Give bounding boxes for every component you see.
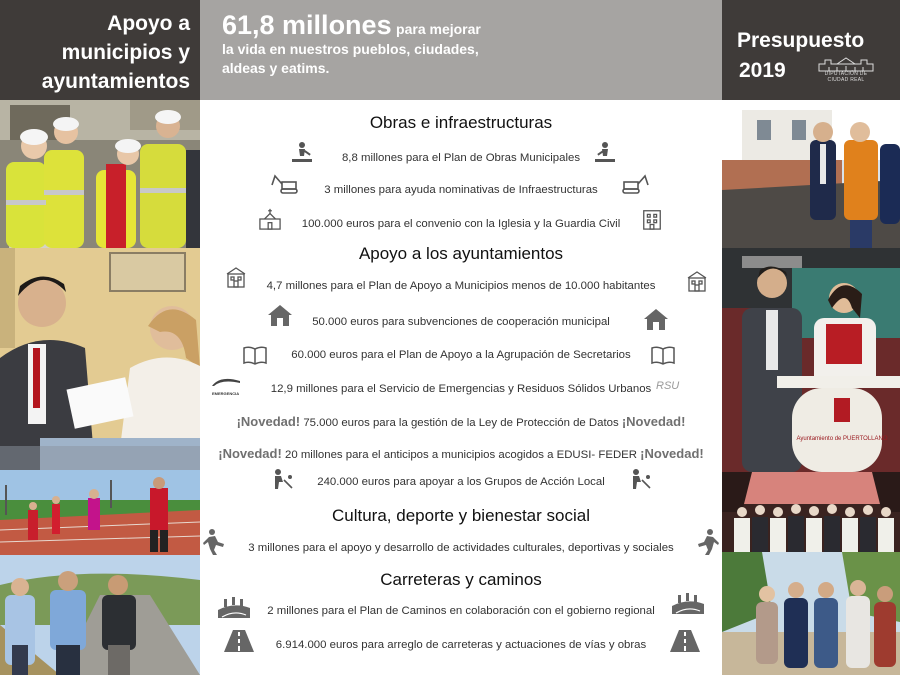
section-title-cultura: Cultura, deporte y bienestar social	[332, 506, 590, 525]
apoyo-item-2: 50.000 euros para subvenciones de cooperación municipal	[312, 316, 610, 328]
section-title-obras: Obras e infraestructuras	[369, 113, 553, 132]
photo-construction-site	[722, 100, 900, 248]
sports-icon	[692, 528, 720, 556]
headline-line-3: aldeas y eatims.	[222, 60, 330, 76]
header-title-block	[0, 0, 200, 100]
obras-item-1: 8,8 millones para el Plan de Obras Municipales	[341, 152, 581, 164]
carreteras-item-1: 2 millones para el Plan de Caminos en colaboración con el gobierno regional	[267, 605, 655, 617]
apoyo-item-6-row	[200, 446, 722, 461]
rsu-logo-text: RSU	[656, 380, 680, 392]
puertollano-banner-text: Ayuntamiento de PUERTOLLANO	[796, 436, 888, 442]
photo-signing-meeting	[0, 248, 200, 470]
budget-label: Presupuesto	[737, 29, 865, 52]
building-logo-icon	[815, 57, 877, 72]
photo-workers-helmets	[0, 100, 200, 248]
apoyo-item-7: 240.000 euros para apoyar a los Grupos de Acción Local	[317, 476, 605, 488]
open-book-icon	[650, 344, 676, 366]
content-column	[200, 100, 722, 675]
photo-group-audience	[722, 472, 900, 552]
logo-line-1: DIPUTACIÓN DE	[824, 71, 868, 77]
novedad-badge: ¡Novedad!	[640, 446, 704, 461]
header-budget-block	[722, 0, 900, 100]
photo-athletics-track	[0, 470, 200, 555]
apoyo-item-1: 4,7 millones para el Plan de Apoyo a Municipios menos de 10.000 habitantes	[266, 280, 656, 292]
budget-year: 2019	[739, 59, 786, 82]
obras-item-3: 100.000 euros para el convenio con la Iglesia y la Guardia Civil	[301, 218, 621, 230]
apoyo-item-5-row	[200, 414, 722, 429]
rsu-logo	[656, 376, 696, 394]
road-icon	[670, 630, 700, 652]
obras-item-2: 3 millones para ayuda nominativas de Infraestructuras	[324, 184, 598, 196]
headline-amount: 61,8 millones	[222, 10, 392, 40]
novedad-badge: ¡Novedad!	[621, 414, 686, 429]
apoyo-item-3: 60.000 euros para el Plan de Apoyo a la Agrupación de Secretarios	[291, 349, 631, 361]
excavator-icon	[620, 173, 650, 195]
carreteras-item-2: 6.914.000 euros para arreglo de carreteras y actuaciones de vías y obras	[275, 639, 647, 651]
novedad-badge: ¡Novedad!	[236, 414, 301, 429]
photo-road-visit	[0, 555, 200, 675]
section-title-apoyo: Apoyo a los ayuntamientos	[358, 244, 564, 263]
photo-agreement-signing	[722, 248, 900, 472]
novedad-badge: ¡Novedad!	[218, 446, 282, 461]
section-title-carreteras: Carreteras y caminos	[380, 570, 542, 589]
rural-road-icon	[672, 592, 704, 614]
farmer-icon	[628, 468, 652, 490]
header-title-line-1: Apoyo a	[107, 12, 190, 35]
photo-outdoor-visit	[722, 552, 900, 675]
apoyo-item-4: 12,9 millones para el Servicio de Emergencias y Residuos Sólidos Urbanos	[270, 383, 652, 395]
cultura-item-1: 3 millones para el apoyo y desarrollo de actividades culturales, deportivas y sociales	[248, 542, 674, 554]
headline-suffix: para mejorar	[396, 21, 481, 37]
building-icon	[640, 208, 664, 230]
header-title-line-2: municipios y	[61, 41, 190, 64]
house-icon	[642, 307, 670, 331]
diputacion-logo	[815, 57, 877, 83]
town-hall-icon	[685, 270, 709, 292]
apoyo-item-5: 75.000 euros para la gestión de la Ley de Protección de Datos	[303, 417, 619, 429]
apoyo-item-6: 20 millones para el anticipos a municipios acogidos a EDUSI- FEDER	[284, 449, 637, 461]
header-title-line-3: ayuntamientos	[41, 70, 190, 93]
logo-line-2: CIUDAD REAL	[827, 76, 865, 83]
emergency-logo-text: EMERGENCIA	[212, 391, 240, 396]
worker-digging-icon	[593, 141, 617, 163]
header-headline-block	[200, 0, 722, 100]
headline-line-2: la vida en nuestros pueblos, ciudades,	[222, 41, 479, 57]
